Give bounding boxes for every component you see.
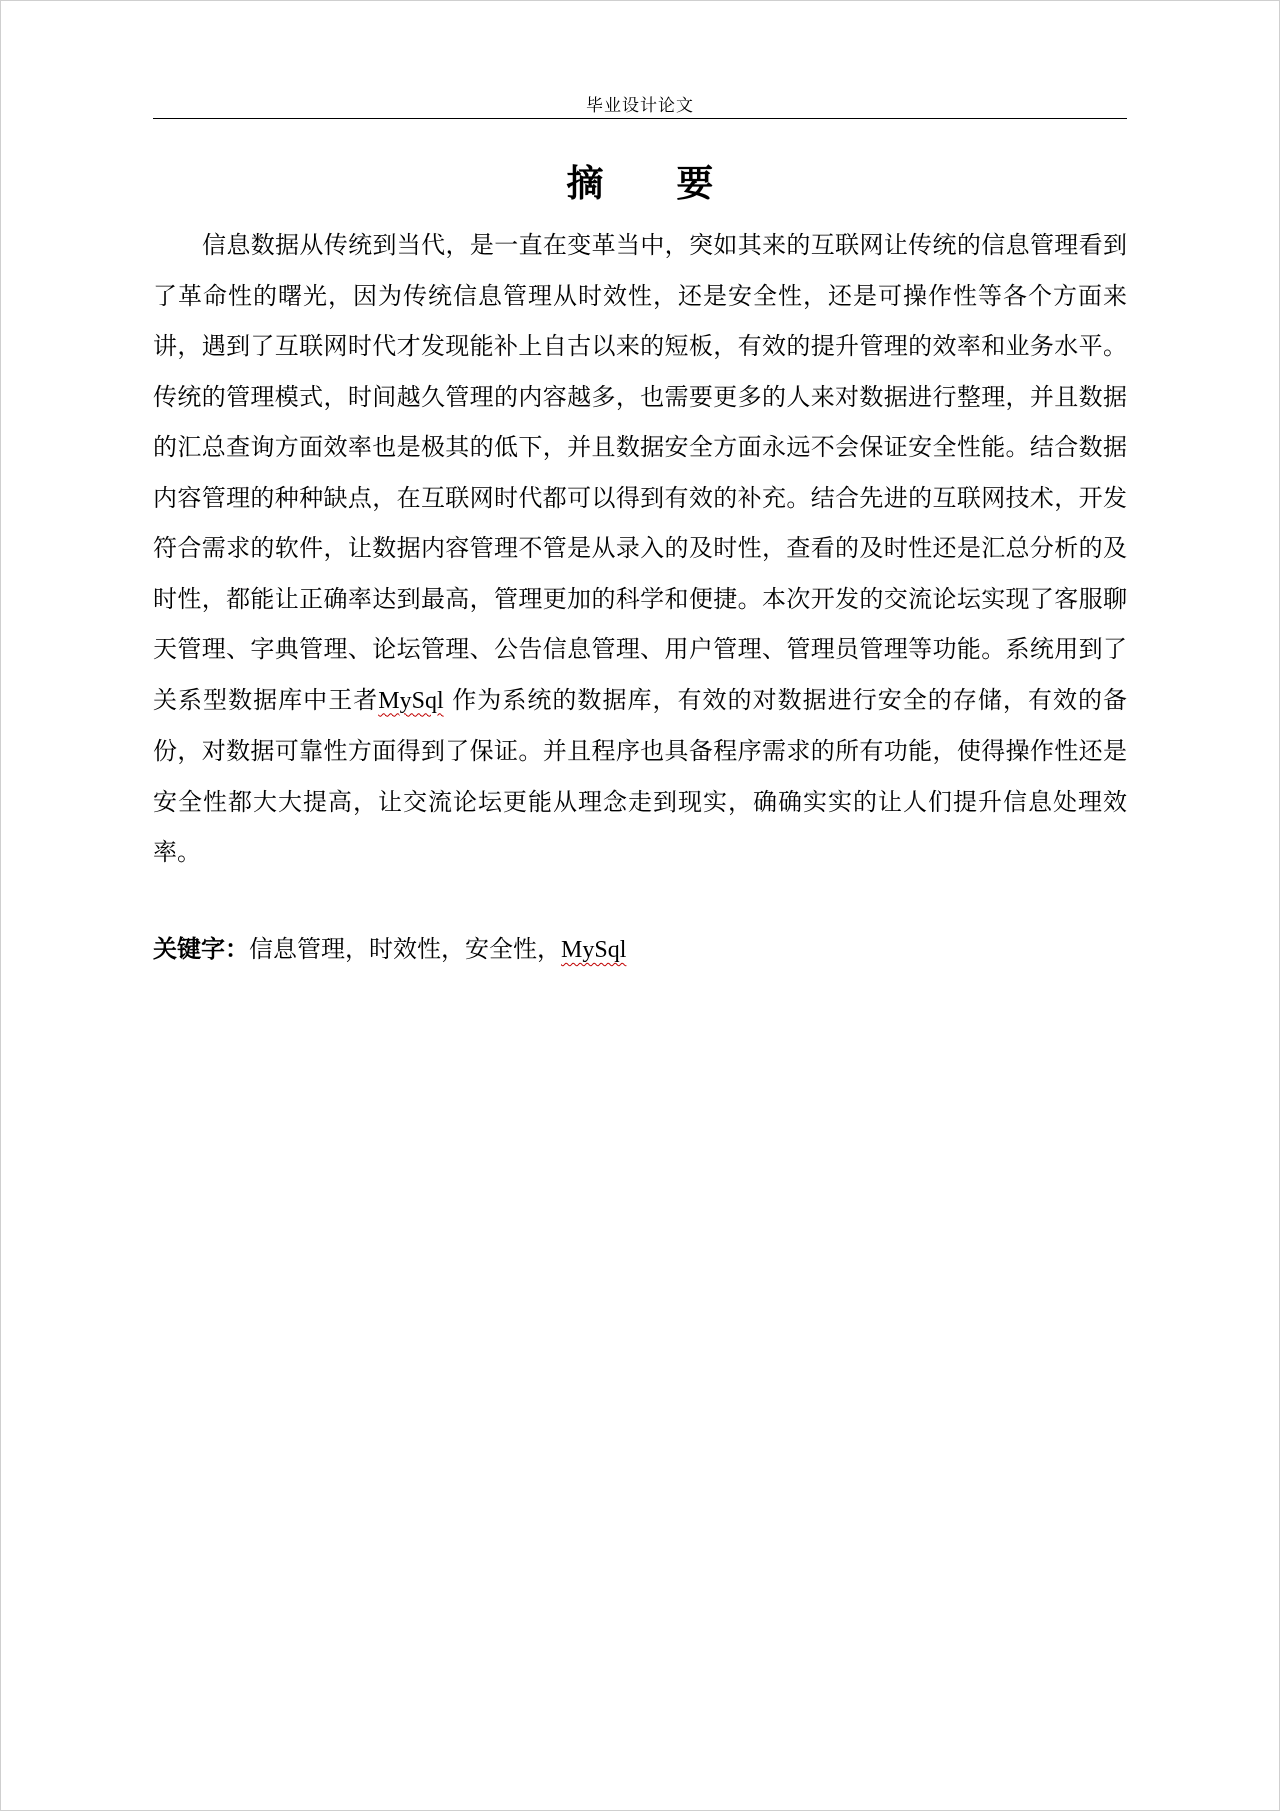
- keywords-label: 关键字：: [153, 934, 249, 963]
- abstract-text-part1: 信息数据从传统到当代，是一直在变革当中，突如其来的互联网让传统的信息管理看到了革命性的曙光，因为传统信息管理从时效性，还是安全性，还是可操作性等各个方面来讲，遇到了互联网时代才发现能补上自古以来的短板，有效的提升管理的效率和业务水平。传统的管理模式，时间越久管理的内容越多，也需要更多的人来对数据进行整理，并且数据的汇总查询方面效率也是极其的低下，并且数据安全方面永远不会保证安全性能。结合数据内容管理的种种缺点，在互联网时代都可以得到有效的补充。结合先进的互联网技术，开发符合需求的软件，让数据内容管理不管是从录入的及时性，查看的及时性还是汇总分析的及时性，都能让正确率达到最高，管理更加的科学和便捷。本次开发的交流论坛实现了客服聊天管理、字典管理、论坛管理、公告信息管理、用户管理、管理员管理等功能。系统用到了关系型数据库中王者: [153, 231, 1127, 714]
- keywords-line: [153, 924, 1127, 975]
- abstract-title: 摘 要: [566, 161, 744, 205]
- keywords-list: 信息管理，时效性，安全性，: [249, 935, 561, 963]
- header-rule: [153, 118, 1127, 119]
- abstract-text-part2: 作为系统的数据库，有效的对数据进行安全的存储，有效的备份，对数据可靠性方面得到了保证。并且程序也具备程序需求的所有功能，使得操作性还是安全性都大大提高，让交流论坛更能从理念走到现实，确确实实的让人们提升信息处理效率。: [153, 685, 1128, 866]
- abstract-body: [153, 220, 1127, 878]
- mysql-term: MySql: [378, 687, 444, 714]
- running-header: 毕业设计论文: [586, 96, 694, 116]
- keywords-mysql: MySql: [561, 937, 627, 963]
